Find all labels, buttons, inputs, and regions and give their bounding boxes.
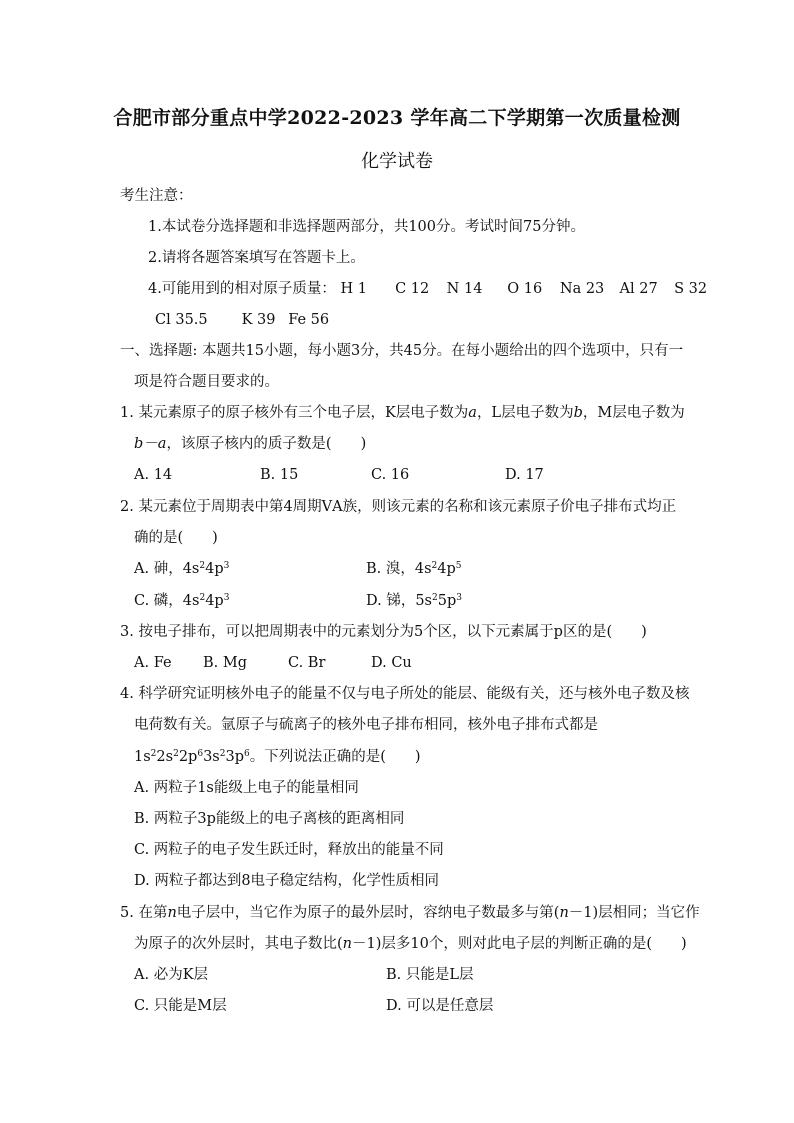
q1-option-d: D. 17	[505, 467, 544, 483]
q4-option-c: C. 两粒子的电子发生跃迁时，释放出的能量不同	[134, 842, 444, 858]
mass-na: Na 23	[559, 281, 605, 297]
q5-option-c: C. 只能是M层	[134, 998, 227, 1014]
q3-option-c: C. Br	[288, 655, 326, 671]
mass-fe: Fe 56	[288, 312, 330, 328]
q3-option-a: A. Fe	[134, 655, 172, 671]
question-2-line2: 确的是( )	[134, 530, 218, 546]
q1-option-a: A. 14	[134, 467, 173, 483]
note-atomic-masses-2	[155, 310, 329, 330]
masses-label: 4.可能用到的相对原子质量：	[148, 281, 336, 297]
mass-o: O 16	[507, 281, 543, 297]
note-2: 2.请将各题答案填写在答题卡上。	[148, 250, 365, 266]
mass-k: K 39	[241, 312, 276, 328]
q3-option-b: B. Mg	[203, 655, 248, 671]
question-5-line1: 5. 在第n电子层中，当它作为原子的最外层时，容纳电子数最多与第(n－1)层相同；当它作	[120, 905, 700, 921]
q2-option-b: B. 溴，$4s^24p^5$	[366, 561, 462, 577]
q1-option-c: C. 16	[371, 467, 410, 483]
page-title: 合肥市部分重点中学2022-2023 学年高二下学期第一次质量检测	[113, 107, 681, 129]
section-heading-line2: 项是符合题目要求的。	[134, 374, 279, 390]
mass-h: H 1	[340, 281, 367, 297]
question-2-line1: 2. 某元素位于周期表中第4周期ⅤA族，则该元素的名称和该元素原子价电子排布式均正	[120, 499, 677, 515]
q2-option-a: A. 砷，$4s^24p^3$	[134, 561, 230, 577]
question-4-line1: 4. 科学研究证明核外电子的能量不仅与电子所处的能层、能级有关，还与核外电子数及核	[120, 686, 690, 702]
mass-cl: Cl 35.5	[155, 312, 208, 328]
q4-option-b: B. 两粒子3p能级上的电子离核的距离相同	[134, 811, 405, 827]
q5-option-a: A. 必为K层	[134, 967, 209, 983]
q1-option-b: B. 15	[260, 467, 299, 483]
mass-n: N 14	[446, 281, 483, 297]
q3-option-d: D. Cu	[371, 655, 412, 671]
note-1: 1.本试卷分选择题和非选择题两部分，共100分。考试时间75分钟。	[148, 219, 585, 235]
question-3-line1: 3. 按电子排布，可以把周期表中的元素划分为5个区，以下元素属于p区的是( )	[120, 624, 647, 640]
page-subtitle: 化学试卷	[361, 151, 433, 172]
q2-option-c: C. 磷，$4s^24p^3$	[134, 593, 230, 609]
notes-heading: 考生注意：	[120, 188, 193, 204]
q5-option-b: B. 只能是L层	[386, 967, 474, 983]
mass-s: S 32	[674, 281, 708, 297]
question-1-line1: 1. 某元素原子的原子核外有三个电子层，K层电子数为a，L层电子数为b，M层电子数为	[120, 405, 685, 421]
mass-al: Al 27	[619, 281, 658, 297]
note-atomic-masses	[148, 279, 707, 299]
q4-option-d: D. 两粒子都达到8电子稳定结构，化学性质相同	[134, 873, 440, 889]
question-1-line2: b－a，该原子核内的质子数是( )	[134, 436, 367, 452]
q4-option-a: A. 两粒子1s能级上电子的能量相同	[134, 780, 359, 796]
mass-c: C 12	[395, 281, 430, 297]
question-5-line2: 为原子的次外层时，其电子数比(n－1)层多10个，则对此电子层的判断正确的是( )	[134, 936, 687, 952]
q5-option-d: D. 可以是任意层	[386, 998, 494, 1014]
question-4-line3: $1s^22s^22p^63s^23p^6$。下列说法正确的是( )	[134, 749, 421, 765]
section-heading-line1: 一、选择题: 本题共15小题，每小题3分，共45分。在每小题给出的四个选项中，只有一	[120, 343, 684, 359]
question-4-line2: 电荷数有关。氩原子与硫离子的核外电子排布相同，核外电子排布式都是	[134, 717, 598, 733]
q2-option-d: D. 锑，$5s^25p^3$	[366, 593, 462, 609]
